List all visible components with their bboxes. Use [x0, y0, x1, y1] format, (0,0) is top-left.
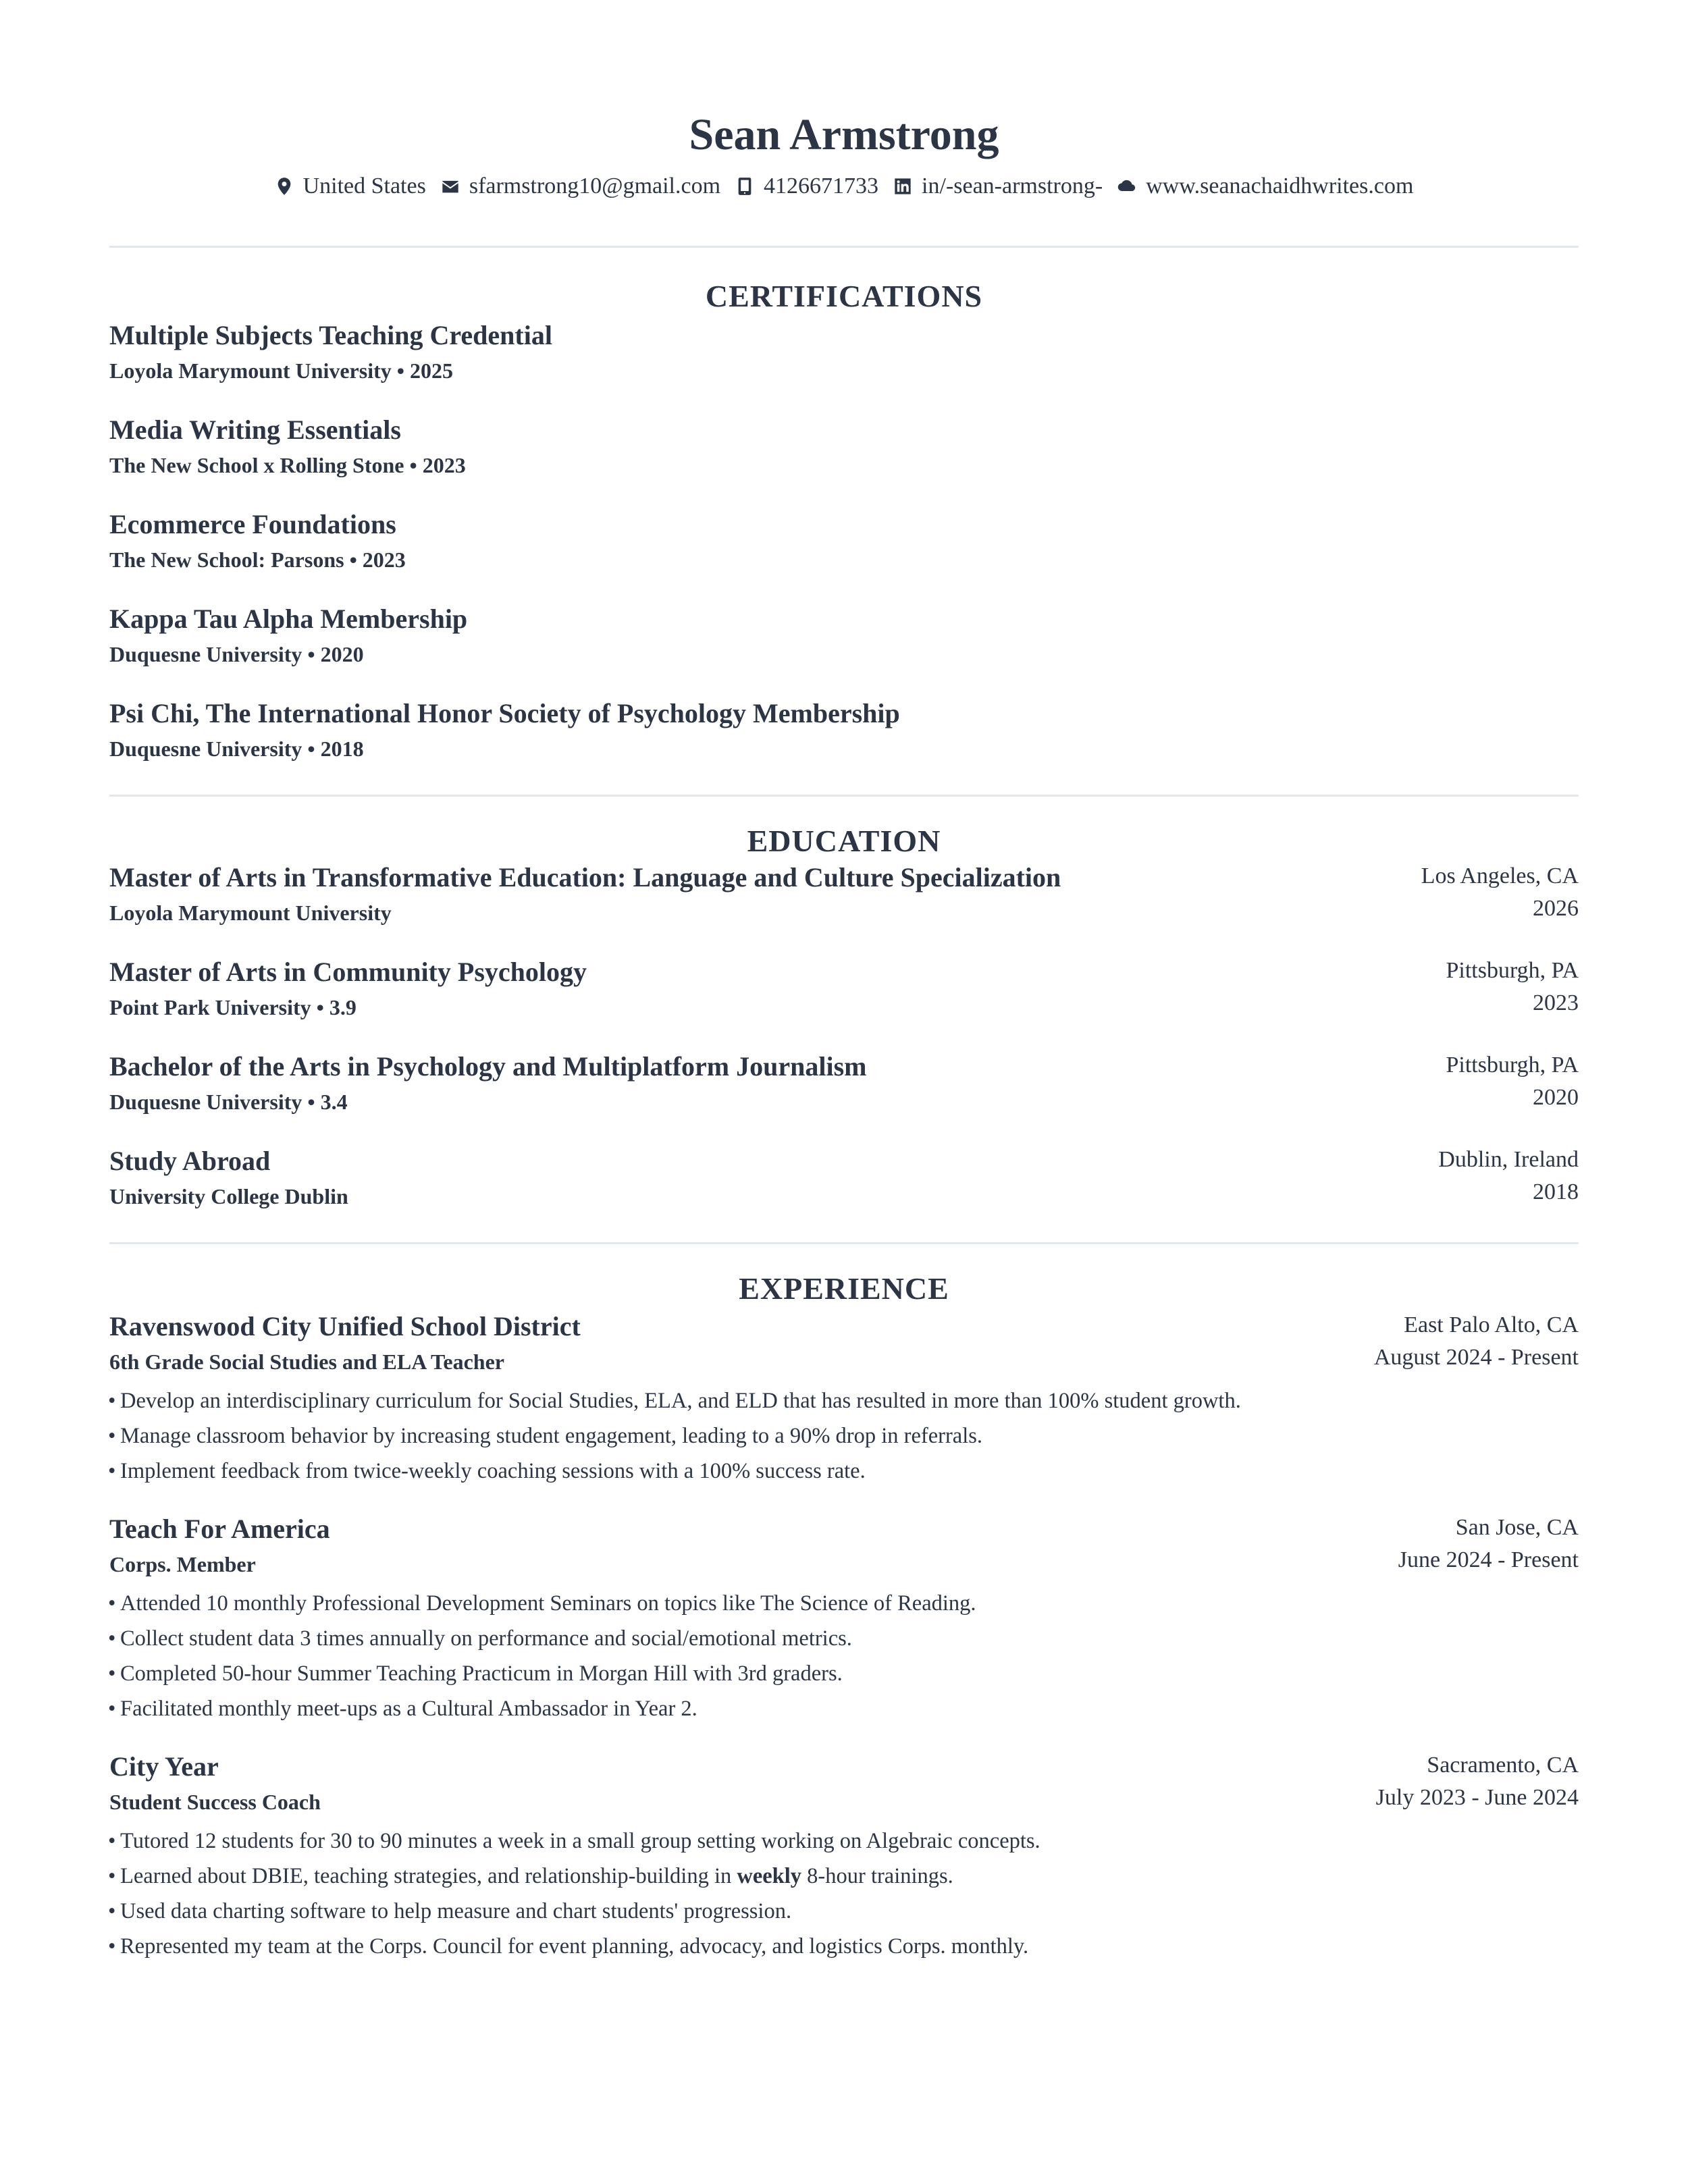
cert-name: Psi Chi, The International Honor Society of Psychology Membership — [109, 698, 900, 728]
bullet-item: • Manage classroom behavior by increasing student engagement, leading to a 90% drop in referrals. — [109, 1418, 1579, 1454]
bullet-item: • Collect student data 3 times annually on performance and social/emotional metrics. — [109, 1621, 1579, 1656]
divider — [109, 795, 1579, 797]
job-location: Sacramento, CA — [1427, 1753, 1579, 1778]
certifications-section — [109, 277, 1579, 766]
experience-item — [109, 1309, 1579, 1489]
education-year: 2023 — [1533, 990, 1579, 1015]
cert-issuer-line: The New School: Parsons • 2023 — [109, 548, 406, 572]
employer-name: Teach For America — [109, 1514, 330, 1544]
experience-meta — [1398, 1512, 1579, 1576]
experience-item — [109, 1749, 1579, 1964]
divider — [109, 1242, 1579, 1244]
cert-name: Kappa Tau Alpha Membership — [109, 604, 468, 634]
cert-name: Media Writing Essentials — [109, 415, 401, 445]
section-title-experience: EXPERIENCE — [739, 1271, 949, 1306]
job-bullets — [109, 1383, 1579, 1489]
experience-section — [109, 1270, 1579, 1964]
cert-name: Multiple Subjects Teaching Credential — [109, 320, 552, 350]
school-name: Loyola Marymount University — [109, 901, 392, 925]
education-item — [109, 860, 1579, 930]
education-item — [109, 1144, 1579, 1214]
cert-issuer-line: Duquesne University • 2018 — [109, 737, 364, 761]
degree-title: Master of Arts in Transformative Education: Language and Culture Specialization — [109, 862, 1061, 893]
bullet-item: • Facilitated monthly meet-ups as a Cultural Ambassador in Year 2. — [109, 1691, 1579, 1726]
education-year: 2026 — [1533, 896, 1579, 921]
cert-item — [109, 318, 1579, 388]
education-section — [109, 822, 1579, 1214]
education-location: Los Angeles, CA — [1421, 863, 1579, 888]
education-meta — [1438, 1144, 1579, 1208]
contact-location: United States — [275, 171, 426, 201]
education-location: Pittsburgh, PA — [1446, 1053, 1579, 1077]
job-location: East Palo Alto, CA — [1404, 1312, 1579, 1337]
education-item — [109, 955, 1579, 1025]
candidate-name: Sean Armstrong — [689, 110, 999, 159]
degree-title: Study Abroad — [109, 1146, 271, 1176]
cert-issuer-line: Duquesne University • 2020 — [109, 642, 364, 666]
section-title-certifications: CERTIFICATIONS — [705, 279, 983, 313]
location-pin-icon — [275, 177, 294, 196]
education-meta — [1421, 860, 1579, 925]
bullet-item: • Completed 50-hour Summer Teaching Practicum in Morgan Hill with 3rd graders. — [109, 1656, 1579, 1691]
bullet-item: • Attended 10 monthly Professional Development Seminars on topics like The Science of Reading. — [109, 1586, 1579, 1621]
education-location: Pittsburgh, PA — [1446, 958, 1579, 983]
contact-website[interactable]: www.seanachaidhwrites.com — [1117, 171, 1413, 201]
education-meta — [1446, 1049, 1579, 1114]
envelope-icon — [441, 177, 460, 196]
contact-email[interactable]: sfarmstrong10@gmail.com — [441, 171, 720, 201]
bullet-item: • Tutored 12 students for 30 to 90 minutes a week in a small group setting working on Algebraic concepts. — [109, 1823, 1579, 1859]
experience-meta — [1374, 1309, 1579, 1374]
education-year: 2018 — [1533, 1179, 1579, 1204]
school-line: Duquesne University • 3.4 — [109, 1090, 348, 1114]
employer-name: Ravenswood City Unified School District — [109, 1311, 581, 1341]
job-location: San Jose, CA — [1455, 1515, 1579, 1540]
cert-item — [109, 507, 1579, 577]
cert-item — [109, 602, 1579, 672]
job-dates: August 2024 - Present — [1373, 1345, 1579, 1370]
cert-item — [109, 696, 1579, 766]
divider — [109, 246, 1579, 248]
degree-title: Bachelor of the Arts in Psychology and Multiplatform Journalism — [109, 1051, 867, 1082]
contact-linkedin[interactable]: in/-sean-armstrong- — [893, 171, 1103, 201]
experience-item — [109, 1512, 1579, 1726]
education-year: 2020 — [1533, 1085, 1579, 1110]
bullet-item: • Used data charting software to help measure and chart students' progression. — [109, 1894, 1579, 1929]
cert-item — [109, 412, 1579, 483]
emphasis-text: weekly — [737, 1864, 802, 1888]
education-item — [109, 1049, 1579, 1119]
bullet-item: • Learned about DBIE, teaching strategies, and relationship-building in weekly 8-hour trainings. — [109, 1859, 1579, 1894]
bullet-item: • Represented my team at the Corps. Council for event planning, advocacy, and logistics Corps. monthly. — [109, 1929, 1579, 1964]
job-bullets — [109, 1586, 1579, 1726]
contact-phone[interactable]: 4126671733 — [735, 171, 878, 201]
job-dates: July 2023 - June 2024 — [1375, 1785, 1579, 1810]
cloud-icon — [1117, 177, 1136, 196]
bullet-item: • Implement feedback from twice-weekly coaching sessions with a 100% success rate. — [109, 1454, 1579, 1489]
cert-issuer-line: The New School x Rolling Stone • 2023 — [109, 453, 466, 477]
experience-meta — [1376, 1749, 1579, 1814]
job-dates: June 2024 - Present — [1398, 1547, 1579, 1572]
school-name: University College Dublin — [109, 1184, 348, 1208]
cert-issuer-line: Loyola Marymount University • 2025 — [109, 358, 453, 383]
school-line: Point Park University • 3.9 — [109, 995, 357, 1019]
degree-title: Master of Arts in Community Psychology — [109, 957, 587, 987]
linkedin-icon — [893, 177, 912, 196]
job-role: Student Success Coach — [109, 1790, 321, 1814]
employer-name: City Year — [109, 1751, 219, 1782]
contact-line — [109, 171, 1579, 201]
section-title-education: EDUCATION — [747, 824, 941, 858]
job-bullets — [109, 1823, 1579, 1964]
bullet-item: • Develop an interdisciplinary curriculum for Social Studies, ELA, and ELD that has resulted in more than 100% student growth. — [109, 1383, 1579, 1418]
education-location: Dublin, Ireland — [1438, 1147, 1579, 1172]
cert-name: Ecommerce Foundations — [109, 509, 396, 539]
job-role: Corps. Member — [109, 1552, 256, 1576]
phone-icon — [735, 177, 754, 196]
education-meta — [1446, 955, 1579, 1019]
job-role: 6th Grade Social Studies and ELA Teacher — [109, 1350, 504, 1374]
